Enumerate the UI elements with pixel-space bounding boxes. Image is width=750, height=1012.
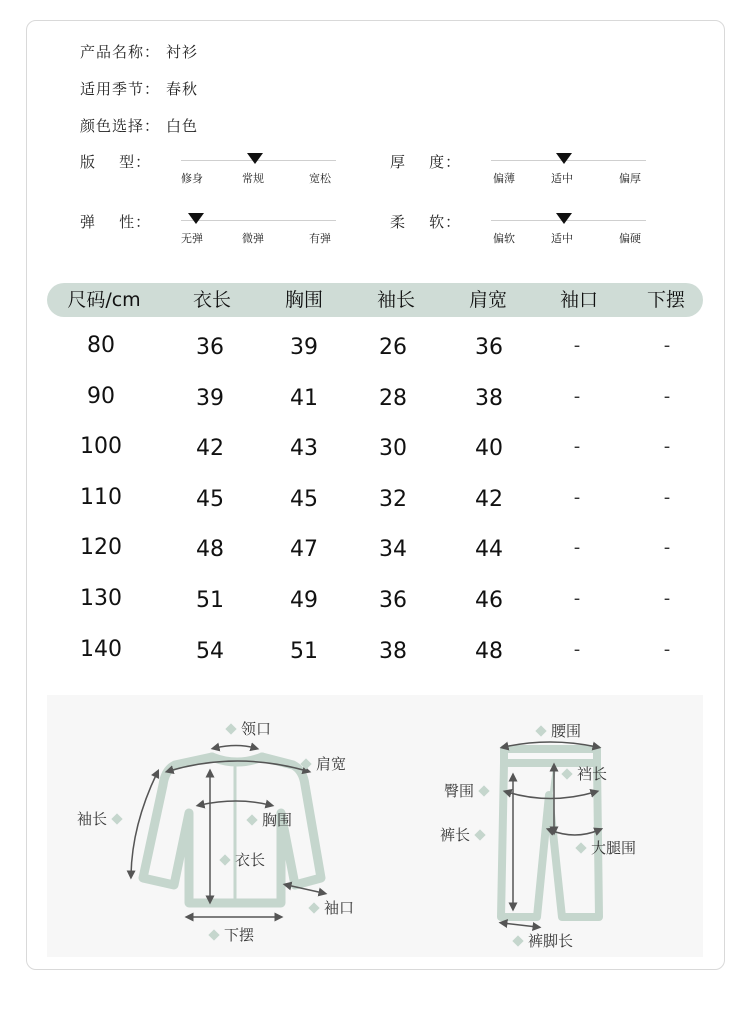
measurement-cell: 40	[475, 436, 503, 462]
slider-option: 偏软	[493, 232, 515, 245]
diamond-bullet-icon	[246, 814, 257, 825]
header-length: 衣长	[192, 289, 232, 311]
label-hem: 下摆	[210, 924, 254, 945]
measurement-cell: 39	[196, 385, 224, 411]
measurement-cell: -	[573, 385, 581, 407]
measurement-diagram	[47, 695, 703, 957]
measurement-cell: 42	[475, 486, 503, 512]
slider-option: 偏厚	[619, 172, 641, 185]
header-shoulder: 肩宽	[468, 289, 508, 311]
spec-slider-fit	[181, 151, 336, 191]
measurement-cell: 36	[379, 588, 407, 613]
label-cuff: 袖口	[310, 897, 354, 918]
diamond-bullet-icon	[535, 725, 546, 736]
info-row-product-name	[80, 41, 198, 62]
size-cell: 80	[87, 333, 115, 358]
measurement-cell: 54	[196, 638, 224, 664]
info-row-color	[80, 115, 198, 136]
diamond-bullet-icon	[300, 758, 311, 769]
label-hip: 臀围	[444, 780, 488, 801]
measurement-cell: -	[663, 638, 671, 660]
slider-option: 修身	[181, 172, 203, 185]
size-cell: 130	[80, 586, 122, 611]
slider-option: 无弹	[181, 232, 203, 245]
measurement-cell: 51	[196, 588, 224, 613]
slider-marker-icon	[556, 213, 572, 224]
size-cell: 100	[80, 434, 122, 460]
info-key: 产品名称：	[80, 43, 161, 61]
measurement-cell: -	[663, 335, 671, 356]
info-value: 春秋	[166, 80, 199, 98]
spec-label-fit: 版 型：	[80, 153, 152, 171]
label-sleeve: 袖长	[77, 808, 121, 829]
spec-label-thickness: 厚 度：	[390, 153, 462, 171]
measurement-cell: 42	[196, 436, 224, 462]
measurement-cell: 47	[290, 537, 318, 563]
spec-slider-thickness	[491, 151, 646, 191]
diamond-bullet-icon	[561, 768, 572, 779]
info-key: 颜色选择：	[80, 117, 161, 135]
measurement-cell: -	[663, 486, 671, 508]
measurement-cell: 46	[475, 588, 503, 613]
shirt-icon	[143, 757, 321, 903]
diamond-bullet-icon	[512, 935, 523, 946]
diamond-bullet-icon	[474, 829, 485, 840]
slider-track	[181, 220, 336, 221]
size-cell: 120	[80, 535, 122, 561]
measurement-cell: 44	[475, 537, 503, 563]
spec-label-elasticity: 弹 性：	[80, 213, 152, 231]
garment-illustration	[47, 695, 703, 957]
header-hem: 下摆	[646, 289, 686, 311]
label-rise: 裆长	[563, 763, 607, 784]
size-cell: 90	[87, 383, 115, 409]
measurement-cell: -	[573, 486, 581, 508]
slider-option: 常规	[242, 172, 264, 185]
slider-option: 适中	[551, 172, 573, 185]
diamond-bullet-icon	[219, 854, 230, 865]
measurement-cell: 51	[290, 638, 318, 664]
info-value: 衬衫	[166, 43, 199, 61]
header-chest: 胸围	[284, 289, 324, 311]
diamond-bullet-icon	[575, 842, 586, 853]
measurement-cell: 48	[475, 638, 503, 664]
measurement-cell: 28	[379, 385, 407, 411]
measurement-cell: -	[663, 537, 671, 559]
slider-option: 偏薄	[493, 172, 515, 185]
measurement-cell: 34	[379, 537, 407, 563]
info-row-season	[80, 78, 198, 99]
label-shoulder: 肩宽	[302, 753, 346, 774]
slider-marker-icon	[188, 213, 204, 224]
label-pants-length: 裤长	[440, 824, 484, 845]
header-cuff: 袖口	[559, 289, 599, 311]
measurement-cell: 41	[290, 385, 318, 411]
slider-option: 适中	[551, 232, 573, 245]
measurement-cell: 39	[290, 335, 318, 360]
diamond-bullet-icon	[208, 929, 219, 940]
diamond-bullet-icon	[111, 813, 122, 824]
spec-slider-softness	[491, 211, 646, 251]
measurement-cell: 26	[379, 335, 407, 360]
slider-marker-icon	[247, 153, 263, 164]
info-value: 白色	[166, 117, 199, 135]
measurement-cell: -	[573, 638, 581, 660]
label-length: 衣长	[221, 849, 265, 870]
label-leg-opening: 裤脚长	[514, 930, 573, 951]
slider-option: 微弹	[242, 232, 264, 245]
measurement-cell: -	[663, 588, 671, 609]
size-table-header	[47, 283, 703, 317]
label-collar: 领口	[227, 718, 271, 739]
slider-option: 偏硬	[619, 232, 641, 245]
size-cell: 140	[80, 636, 122, 662]
measurement-cell: -	[573, 335, 581, 356]
slider-option: 有弹	[309, 232, 331, 245]
label-chest: 胸围	[248, 809, 292, 830]
slider-option: 宽松	[309, 172, 331, 185]
size-cell: 110	[80, 484, 122, 510]
header-size: 尺码/cm	[67, 289, 141, 311]
diamond-bullet-icon	[478, 785, 489, 796]
diamond-bullet-icon	[308, 902, 319, 913]
measurement-cell: 36	[196, 335, 224, 360]
measurement-cell: 45	[196, 486, 224, 512]
measurement-cell: -	[663, 436, 671, 458]
measurement-cell: -	[573, 537, 581, 559]
label-waist: 腰围	[537, 720, 581, 741]
info-key: 适用季节：	[80, 80, 161, 98]
spec-slider-elasticity	[181, 211, 336, 251]
measurement-cell: -	[573, 588, 581, 609]
measurement-cell: 32	[379, 486, 407, 512]
measurement-cell: 43	[290, 436, 318, 462]
label-thigh: 大腿围	[577, 837, 636, 858]
slider-marker-icon	[556, 153, 572, 164]
measurement-cell: 48	[196, 537, 224, 563]
spec-label-softness: 柔 软：	[390, 213, 462, 231]
header-sleeve: 袖长	[376, 289, 416, 311]
measurement-cell: -	[573, 436, 581, 458]
measurement-cell: 38	[379, 638, 407, 664]
measurement-cell: 49	[290, 588, 318, 613]
measurement-cell: 45	[290, 486, 318, 512]
measurement-cell: 30	[379, 436, 407, 462]
measurement-cell: -	[663, 385, 671, 407]
diamond-bullet-icon	[225, 723, 236, 734]
measurement-cell: 36	[475, 335, 503, 360]
measurement-cell: 38	[475, 385, 503, 411]
